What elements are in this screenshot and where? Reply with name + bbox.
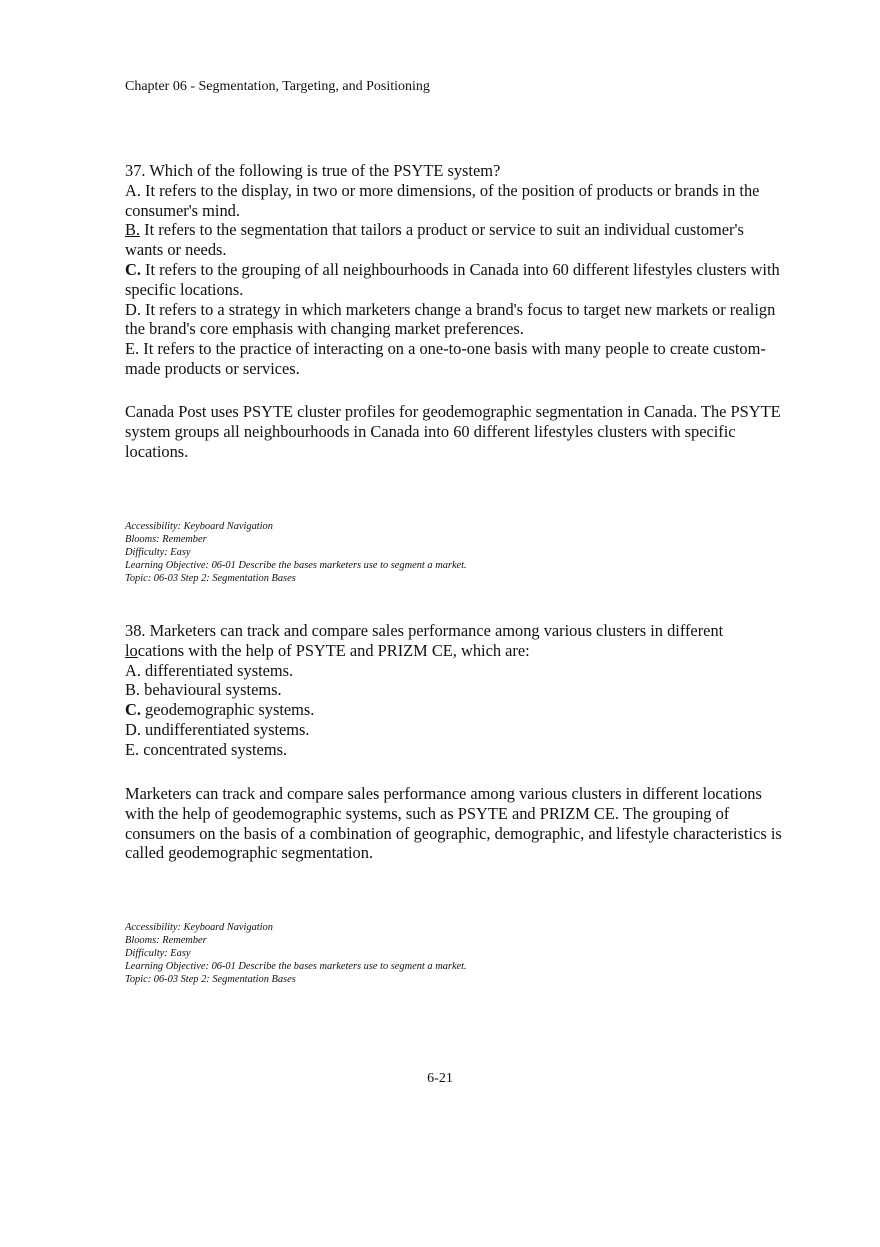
chapter-header: Chapter 06 - Segmentation, Targeting, and Positioning xyxy=(125,79,430,94)
option-letter: D. xyxy=(125,299,141,319)
option-letter: A. xyxy=(125,180,141,200)
explanation-37 xyxy=(125,402,785,461)
option-text: It refers to the segmentation that tailors a product or service to suit an individual customer's wants or needs. xyxy=(125,220,744,260)
meta-difficulty: Difficulty: Easy xyxy=(125,948,191,959)
option-letter: A. xyxy=(125,660,141,680)
option-d xyxy=(125,300,785,340)
option-b xyxy=(125,680,785,700)
option-a xyxy=(125,661,785,681)
meta-difficulty: Difficulty: Easy xyxy=(125,547,191,558)
option-letter: B. xyxy=(125,220,141,240)
option-text: behavioural systems. xyxy=(144,680,282,700)
question-text-underlined: lo xyxy=(125,640,138,660)
option-c-correct xyxy=(125,260,785,300)
option-text: It refers to the display, in two or more dimensions, of the position of products or brands in the consumer's mind. xyxy=(125,180,760,220)
meta-learning-objective: Learning Objective: 06-01 Describe the bases marketers use to segment a market. xyxy=(125,961,467,972)
option-text: It refers to the practice of interacting on a one-to-one basis with many people to create custom-made products or services. xyxy=(125,339,766,378)
option-e xyxy=(125,740,785,760)
meta-topic: Topic: 06-03 Step 2: Segmentation Bases xyxy=(125,974,296,985)
meta-blooms: Blooms: Remember xyxy=(125,534,207,545)
question-38 xyxy=(125,621,785,760)
meta-accessibility: Accessibility: Keyboard Navigation xyxy=(125,521,273,532)
page-number: 6-21 xyxy=(427,1071,453,1086)
option-text: differentiated systems. xyxy=(145,660,294,680)
meta-topic: Topic: 06-03 Step 2: Segmentation Bases xyxy=(125,573,296,584)
option-letter: B. xyxy=(125,680,141,700)
option-a xyxy=(125,181,785,221)
option-letter: E. xyxy=(125,739,140,759)
meta-accessibility: Accessibility: Keyboard Navigation xyxy=(125,922,273,933)
question-text: Which of the following is true of the PSYTE system? xyxy=(149,161,501,180)
option-text: concentrated systems. xyxy=(143,739,288,759)
option-letter: D. xyxy=(125,719,141,739)
question-37 xyxy=(125,161,785,379)
option-text: geodemographic systems. xyxy=(145,700,315,720)
question-number: 38. xyxy=(125,621,146,640)
option-letter: C. xyxy=(125,700,141,720)
option-letter: C. xyxy=(125,259,141,279)
meta-learning-objective: Learning Objective: 06-01 Describe the bases marketers use to segment a market. xyxy=(125,560,467,571)
option-e xyxy=(125,339,785,379)
question-stem xyxy=(125,621,785,661)
option-d xyxy=(125,720,785,740)
question-text-part2: cations with the help of PSYTE and PRIZM CE, which are: xyxy=(137,640,530,660)
meta-blooms: Blooms: Remember xyxy=(125,935,207,946)
option-letter: E. xyxy=(125,339,140,359)
metadata-37 xyxy=(125,520,725,585)
option-c-correct xyxy=(125,700,785,720)
question-stem xyxy=(125,161,785,181)
question-text-part1: Marketers can track and compare sales performance among various clusters in different xyxy=(149,621,724,640)
option-b xyxy=(125,220,785,260)
explanation-text: Marketers can track and compare sales performance among various clusters in different locations with the help of geodemographic systems, such as PSYTE and PRIZM CE. The grouping of consumers on the basis of a combination of geographic, demographic, and lifestyle characteristics is called geodemographic segmentation. xyxy=(125,784,782,863)
option-text: It refers to the grouping of all neighbourhoods in Canada into 60 different lifestyles clusters with specific locations. xyxy=(125,259,780,299)
metadata-38 xyxy=(125,921,725,986)
option-text: undifferentiated systems. xyxy=(145,719,310,739)
question-number: 37. xyxy=(125,161,146,180)
option-text: It refers to a strategy in which marketers change a brand's focus to target new markets or realign the brand's core emphasis with changing market preferences. xyxy=(125,299,776,339)
explanation-38 xyxy=(125,784,785,863)
explanation-text: Canada Post uses PSYTE cluster profiles for geodemographic segmentation in Canada. The PSYTE system groups all neighbourhoods in Canada into 60 different lifestyles clusters with specific locations. xyxy=(125,402,781,461)
